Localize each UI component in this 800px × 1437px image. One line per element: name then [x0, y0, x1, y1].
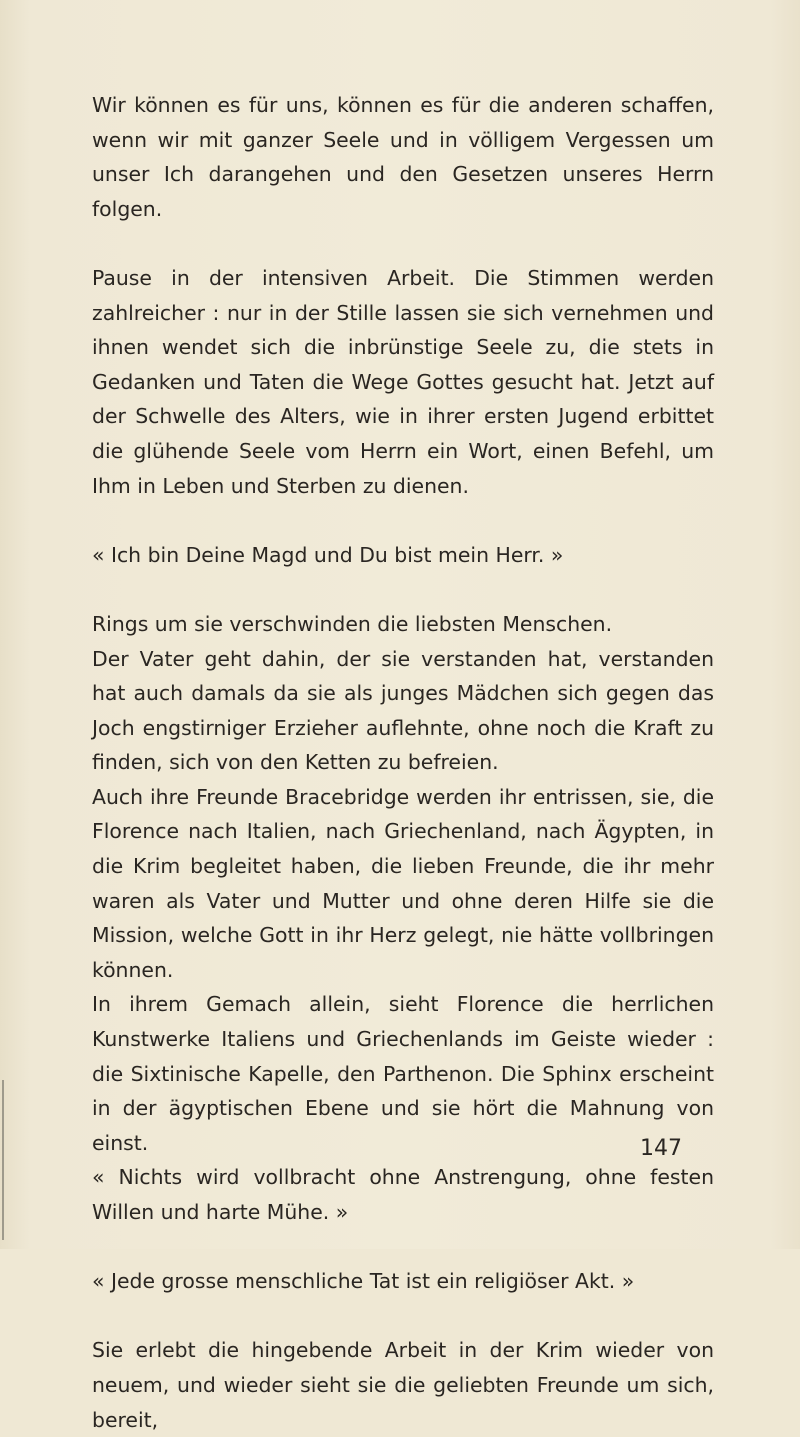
- quote-2: « Nichts wird vollbracht ohne Anstrengung, ohne festen Willen und harte Mühe. »: [92, 1165, 714, 1224]
- quote-3: « Jede grosse menschliche Tat ist ein religiöser Akt. »: [92, 1269, 635, 1294]
- paragraph-3: Rings um sie verschwinden die liebsten Menschen.: [92, 611, 613, 636]
- paragraph-2: Pause in der intensiven Arbeit. Die Stimmen werden zahlreicher : nur in der Stille lassen sie sich vernehmen und ihnen wendet sich die inbrünstige Seele zu, die stets in Gedanken und Taten die Wege Gottes gesucht hat. Jetzt auf der Schwelle des Alters, wie in ihrer ersten Jugend erbittet die glühende Seele vom Herrn ein Wort, einen Befehl, um Ihm in Leben und Sterben zu dienen.: [92, 265, 714, 498]
- body-text: [92, 88, 714, 1437]
- paragraph-6: In ihrem Gemach allein, sieht Florence die herrlichen Kunstwerke Italiens und Griechenlands im Geiste wieder : die Sixtinische Kapelle, den Parthenon. Die Sphinx erscheint in der ägyptischen Ebene und sie hört die Mahnung von einst.: [92, 992, 714, 1155]
- page-number: 147: [640, 1136, 682, 1161]
- paragraph-1: Wir können es für uns, können es für die anderen schaffen, wenn wir mit ganzer Seele und in völligem Vergessen um unser Ich darangehen und den Gesetzen unseres Herrn folgen.: [92, 93, 714, 221]
- page-edge-shadow: [2, 1080, 4, 1240]
- paragraph-7: Sie erlebt die hingebende Arbeit in der Krim wieder von neuem, und wieder sieht sie die geliebten Freunde um sich, bereit,: [92, 1338, 714, 1432]
- quote-1: « Ich bin Deine Magd und Du bist mein Herr. »: [92, 542, 564, 567]
- paragraph-4: Der Vater geht dahin, der sie verstanden hat, verstanden hat auch damals da sie als junges Mädchen sich gegen das Joch engstirniger Erzieher auflehnte, ohne noch die Kraft zu finden, sich von den Ketten zu befreien.: [92, 646, 714, 775]
- paragraph-5: Auch ihre Freunde Bracebridge werden ihr entrissen, sie, die Florence nach Italien, nach Griechenland, nach Ägypten, in die Krim begleitet haben, die lieben Freunde, die ihr mehr waren als Vater und Mutter und ohne deren Hilfe sie die Mission, welche Gott in ihr Herz gelegt, nie hätte vollbringen können.: [92, 784, 714, 982]
